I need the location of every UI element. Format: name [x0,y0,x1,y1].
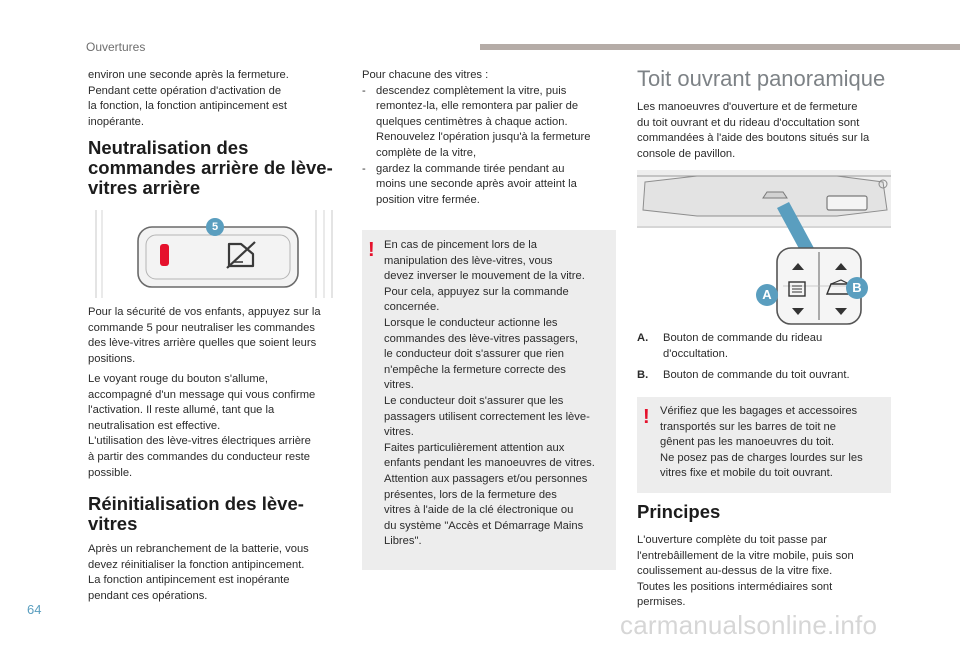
watermark: carmanualsonline.info [620,610,878,640]
text-line: commandes des lève-vitres passagers, [384,332,579,345]
text-line: vitres à l'aide de la clé électronique ou [384,504,574,517]
heading-line: vitres arrière [88,177,201,198]
callout-badge-5: 5 [206,218,224,236]
list-item [362,84,616,162]
paragraph-sunroof-intro [637,100,893,162]
heading-line: commandes arrière de lève- [88,157,333,178]
text-line: console de pavillon. [637,147,736,160]
text-line: Après un rebranchement de la batterie, vous [88,543,309,555]
text-line: position vitre fermée. [376,193,480,206]
text-line: possible. [88,466,133,479]
text-line: vitres. [384,426,414,439]
legend-item-b [637,368,893,384]
text-line: manipulation des lève-vitres, vous [384,254,553,267]
page-number: 64 [27,602,42,617]
text-line: Faites particulièrement attention aux [384,441,565,454]
heading-line: Neutralisation des [88,137,249,158]
text-line: pendant ces opérations. [88,589,208,602]
heading-neutralisation [88,138,348,198]
text-line: gênent pas les manoeuvres du toit. [660,436,835,449]
text-line: quelques centimètres à chaque action. [376,115,568,128]
text-line: vitres. [384,379,414,392]
roof-console-illustration [637,170,893,330]
text-line: concernée. [384,301,440,314]
window-procedure [362,68,616,208]
heading-line: Réinitialisation des lève- [88,493,304,514]
red-indicator-icon [160,244,169,266]
text-line: La fonction antipincement est inopérante [88,574,290,587]
page-title: Toit ouvrant panoramique [637,66,886,91]
list-item [362,162,616,209]
callout-badge-b: B [846,277,868,299]
text-line: passagers utilisent correctement les lève- [384,410,590,423]
text-line: remontez-la, elle remontera par palier de [376,100,579,113]
legend-key: A. [637,332,649,344]
text-line: gardez la commande tirée pendant au [376,162,565,175]
text-line: du toit ouvrant et du rideau d'occultation sont [637,116,860,129]
heading-principes: Principes [637,501,721,522]
text-line: le conducteur doit s'assurer que rien [384,348,564,361]
text-line: Bouton de commande du toit ouvrant. [663,369,850,382]
text-line: commandées à l'aide des boutons situés sur la [637,132,870,145]
text-line: neutralisation est effective. [88,419,221,432]
text-line: Lorsque le conducteur actionne les [384,316,558,329]
paragraph-battery [88,542,348,604]
text-line: des lève-vitres arrière quelles que soient leurs [88,337,317,350]
text-line: permises. [637,596,686,609]
callout-badge-a: A [756,284,778,306]
dash-bullet: - [362,84,366,97]
text-line: Attention aux passagers et/ou personnes [384,472,588,485]
text-line: environ une seconde après la fermeture. [88,69,289,81]
paragraph-indicator [88,372,348,481]
paragraph-child-safety [88,305,348,367]
text-line: Bouton de commande du rideau [663,332,823,344]
text-line: l'entrebâillement de la vitre mobile, puis son [637,549,854,562]
warning-text-pinch [384,238,616,550]
warning-icon: ! [643,406,650,428]
text-line: Les manoeuvres d'ouverture et de fermeture [637,101,858,113]
text-line: L'utilisation des lève-vitres électriques arrière [88,435,311,448]
header-bar [480,44,960,50]
legend-key: B. [637,369,649,382]
text-line: Libres". [384,535,422,548]
heading-line: vitres [88,513,138,534]
procedure-intro: Pour chacune des vitres : [362,69,489,81]
legend-item-a [637,331,893,362]
text-line: la fonction, la fonction antipincement est [88,100,288,113]
text-line: vitres fixe et mobile du toit ouvrant. [660,467,833,480]
paragraph-principles [637,533,893,611]
text-line: transportés sur les barres de toit ne [660,420,836,433]
text-line: L'ouverture complète du toit passe par [637,534,827,546]
text-line: En cas de pincement lors de la [384,239,537,251]
text-line: n'empêche la fermeture correcte des [384,363,566,376]
text-line: l'activation. Il reste allumé, tant que la [88,404,275,417]
text-line: inopérante. [88,115,144,128]
text-line: Toutes les positions intermédiaires sont [637,580,833,593]
dash-bullet: - [362,162,366,175]
text-line: Pendant cette opération d'activation de [88,84,282,97]
section-header: Ouvertures [86,40,146,54]
text-line: coulissement au-dessus de la vitre fixe. [637,565,833,578]
warning-icon: ! [368,239,375,261]
text-line: Le voyant rouge du bouton s'allume, [88,373,269,385]
text-line: présentes, lors de la fermeture des [384,488,557,501]
text-line: Le conducteur doit s'assurer que les [384,394,564,407]
heading-reinitialisation [88,494,348,534]
text-line: descendez complètement la vitre, puis [376,84,567,97]
intro-paragraph [88,68,348,130]
text-line: Pour cela, appuyez sur la commande [384,285,569,298]
text-line: à partir des commandes du conducteur reste [88,450,311,463]
text-line: positions. [88,352,136,365]
text-line: Pour la sécurité de vos enfants, appuyez sur la [88,306,321,318]
text-line: Vérifiez que les bagages et accessoires [660,405,858,417]
text-line: devez inverser le mouvement de la vitre. [384,270,585,283]
figure-legend [637,331,893,384]
text-line: Ne posez pas de charges lourdes sur les [660,451,863,464]
text-line: commande 5 pour neutraliser les commandes [88,321,315,334]
text-line: d'occultation. [663,347,728,360]
text-line: moins une seconde après avoir atteint la [376,178,577,191]
text-line: du système "Accès et Démarrage Mains [384,519,584,532]
text-line: Renouvelez l'opération jusqu'à la fermeture [376,131,591,144]
text-line: devez réinitialiser la fonction antipincement. [88,558,305,571]
warning-text-roof [660,404,892,482]
text-line: complète de la vitre, [376,146,477,159]
text-line: accompagné d'un message qui vous confirme [88,388,316,401]
text-line: enfants pendant les manoeuvres de vitres. [384,457,595,470]
